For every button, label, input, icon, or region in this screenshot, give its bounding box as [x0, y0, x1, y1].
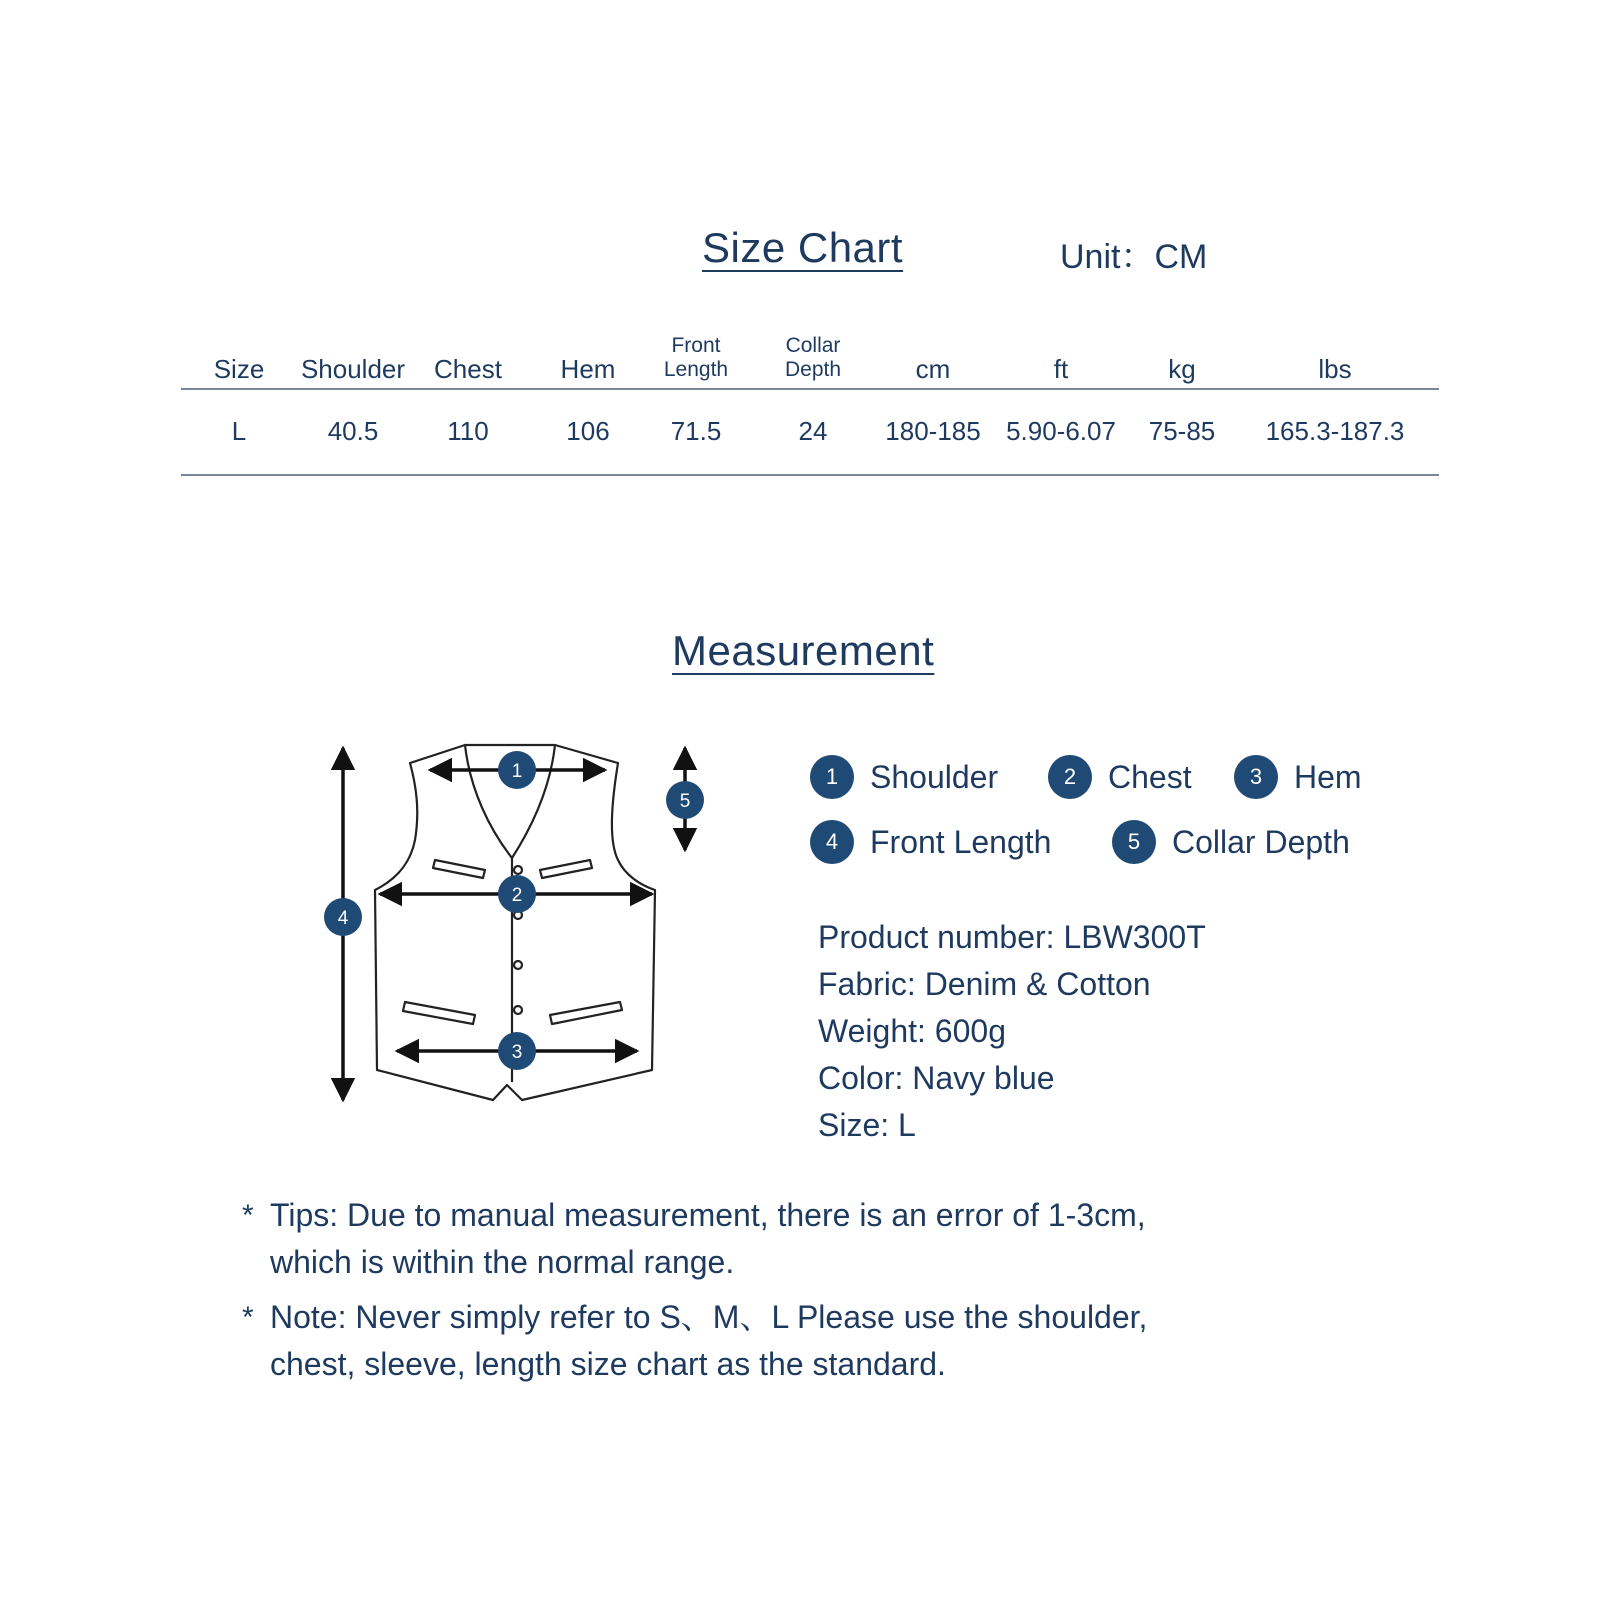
table-row	[181, 410, 1439, 450]
cell-hem: 106	[566, 416, 610, 446]
measurement-title: Measurement	[672, 627, 935, 674]
legend-badge: 5	[1112, 820, 1156, 864]
legend-shoulder	[810, 755, 998, 799]
table-bottom-rule	[181, 474, 1439, 476]
badge-5-text: 5	[679, 791, 691, 812]
vest-diagram	[300, 740, 720, 1140]
badge-4-text: 4	[337, 908, 349, 929]
table-header-rule	[181, 388, 1439, 390]
legend-label: Shoulder	[870, 758, 999, 795]
notes	[242, 1192, 1147, 1396]
legend-badge: 4	[810, 820, 854, 864]
legend-label: Front Length	[870, 823, 1052, 860]
header-lbs: lbs	[1318, 354, 1352, 384]
product-fabric: Fabric: Denim & Cotton	[818, 966, 1151, 1002]
legend-badge: 1	[810, 755, 854, 799]
note-bullet: *	[242, 1301, 254, 1334]
legend-chest	[1048, 755, 1192, 799]
legend-front-length	[810, 820, 1051, 864]
header-size: Size	[213, 354, 265, 384]
table-header-row	[181, 320, 1439, 388]
cell-chest: 110	[447, 416, 489, 446]
size-chart-title: Size Chart	[702, 224, 904, 271]
header-ft: ft	[1053, 354, 1069, 384]
cell-shoulder: 40.5	[327, 416, 379, 446]
header-cm: cm	[915, 354, 951, 384]
legend-label: Hem	[1294, 758, 1362, 795]
legend-collar-depth	[1112, 820, 1350, 864]
header-hem: Hem	[560, 354, 616, 384]
badge-1-text: 1	[511, 761, 523, 782]
header-collar-depth: Collar Depth	[784, 334, 842, 381]
diagram-badges	[324, 751, 704, 1070]
header-chest: Chest	[434, 354, 502, 384]
cell-cm: 180-185	[885, 416, 981, 446]
cell-collar-depth: 24	[798, 416, 828, 446]
header-front-length: Front Length	[663, 334, 729, 381]
header-shoulder: Shoulder	[300, 354, 406, 384]
legend-badge: 2	[1048, 755, 1092, 799]
cell-lbs: 165.3-187.3	[1265, 416, 1405, 446]
note-text: Tips: Due to manual measurement, there is an error of 1-3cm, which is within the normal range.	[270, 1197, 1146, 1280]
badge-3-text: 3	[511, 1042, 523, 1063]
product-number: Product number: LBW300T	[818, 919, 1206, 955]
unit-label: Unit：CM	[1060, 238, 1208, 276]
product-weight: Weight: 600g	[818, 1013, 1006, 1049]
legend-label: Chest	[1108, 758, 1192, 795]
header-kg: kg	[1168, 354, 1196, 384]
product-size: Size: L	[818, 1107, 916, 1143]
note-text: Note: Never simply refer to S、M、L Please use the shoulder, chest, sleeve, length size chart as the standard.	[270, 1299, 1148, 1382]
cell-kg: 75-85	[1148, 416, 1216, 446]
legend-badge: 3	[1234, 755, 1278, 799]
legend-label: Collar Depth	[1172, 823, 1350, 860]
note-bullet: *	[242, 1199, 254, 1232]
product-info	[818, 914, 1206, 1149]
tips-note	[242, 1192, 1147, 1286]
legend-hem	[1234, 755, 1362, 799]
note-note	[242, 1294, 1147, 1388]
product-color: Color: Navy blue	[818, 1060, 1055, 1096]
cell-ft: 5.90-6.07	[1006, 416, 1116, 446]
cell-size: L	[231, 416, 247, 446]
badge-2-text: 2	[511, 885, 523, 906]
cell-front-length: 71.5	[670, 416, 722, 446]
